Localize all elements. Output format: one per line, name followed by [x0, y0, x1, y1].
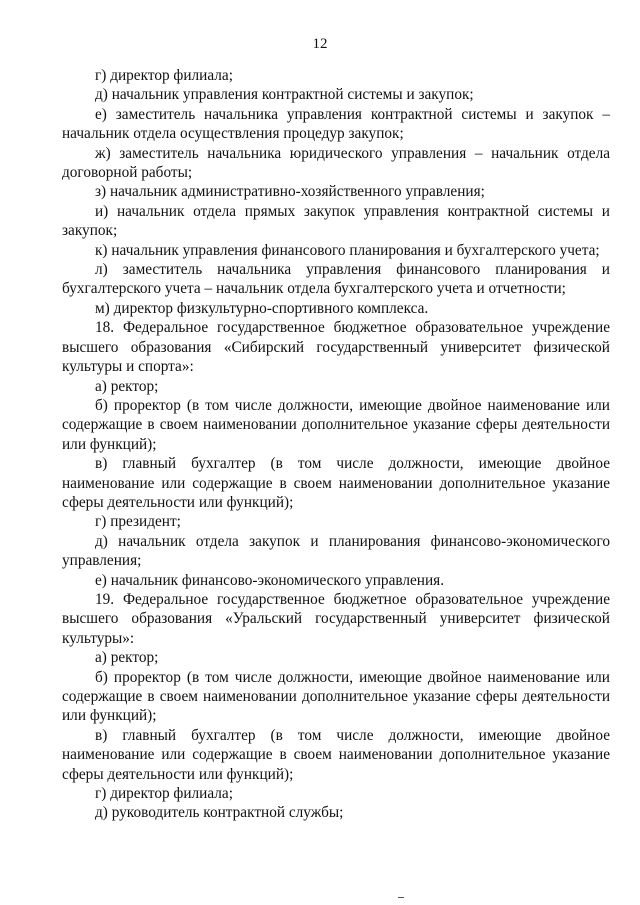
list-item: г) президент;	[95, 513, 181, 531]
list-item: в) главный бухгалтер (в том числе должности, имеющие двойное наименование или содержащие в своем наименовании дополнительное указание сферы деятельности или функций);	[62, 455, 610, 511]
list-item: д) руководитель контрактной службы;	[95, 804, 344, 822]
list-item: г) директор филиала;	[95, 785, 233, 803]
list-item: а) ректор;	[95, 649, 159, 667]
section-heading-18: 18. Федеральное государственное бюджетное образовательное учреждение высшего образования «Сибирский государственный университет физической культуры и спорта»:	[62, 319, 610, 376]
section-heading-19: 19. Федеральное государственное бюджетное образовательное учреждение высшего образования «Уральский государственный университет физической культуры»:	[62, 590, 610, 647]
list-item: г) директор филиала;	[95, 67, 233, 84]
list-item: к) начальник управления финансового планирования и бухгалтерского учета;	[95, 241, 600, 259]
page-number: 12	[312, 36, 328, 52]
list-item: л) заместитель начальника управления финансового планирования и бухгалтерского учета – начальник отдела бухгалтерского учета и отчетности;	[62, 261, 610, 298]
document-body	[62, 66, 610, 823]
list-item: е) заместитель начальника управления контрактной системы и закупок – начальник отдела осуществления процедур закупок;	[62, 105, 610, 143]
list-item: ж) заместитель начальника юридического управления – начальник отдела договорной работы;	[62, 144, 610, 182]
scan-artifact	[398, 897, 404, 898]
list-item: б) проректор (в том числе должности, имеющие двойное наименование или содержащие в своем наименовании дополнительное указание сферы деятельности или функций);	[62, 668, 610, 725]
list-item: д) начальник отдела закупок и планирования финансово-экономического управления;	[62, 532, 610, 570]
list-item: е) начальник финансово-экономического управления.	[95, 571, 445, 589]
list-item: д) начальник управления контрактной системы и закупок;	[95, 86, 474, 104]
list-item: и) начальник отдела прямых закупок управления контрактной системы и закупок;	[62, 202, 610, 240]
list-item: б) проректор (в том числе должности, имеющие двойное наименование или содержащие в своем наименовании дополнительное указание сферы деятельности или функций);	[62, 396, 610, 453]
list-item: а) ректор;	[95, 377, 159, 395]
list-item: з) начальник административно-хозяйственного управления;	[95, 183, 485, 201]
list-item: в) главный бухгалтер (в том числе должности, имеющие двойное наименование или содержащие в своем наименовании дополнительное указание сферы деятельности или функций);	[62, 726, 610, 783]
list-item: м) директор физкультурно-спортивного комплекса.	[95, 299, 429, 317]
